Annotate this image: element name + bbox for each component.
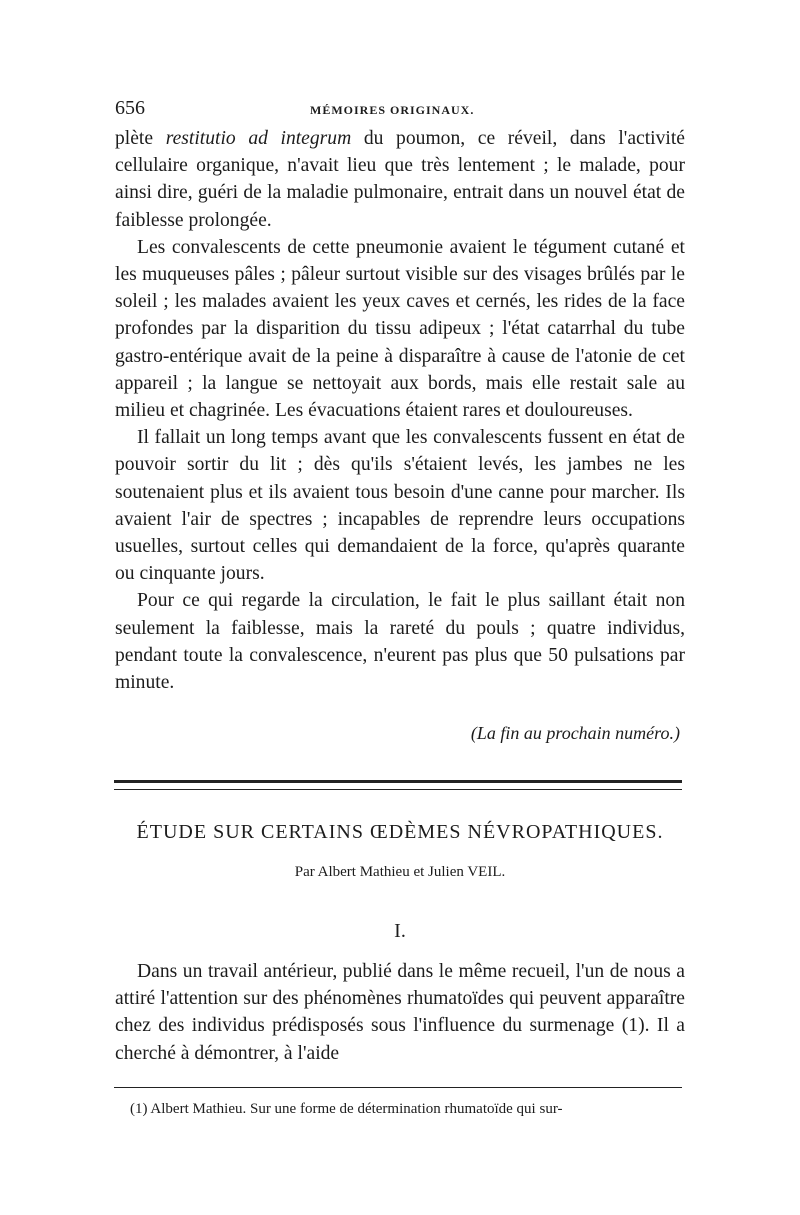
article-body — [115, 958, 685, 1067]
section-number: I. — [394, 920, 406, 942]
paragraph-text: plète — [115, 128, 166, 149]
page-number: 656 — [115, 97, 145, 119]
paragraph: Pour ce qui regarde la circulation, le fait le plus saillant était non seulement la faiblesse, mais la rareté du pouls ; quatre individus, pendant toute la convalescence, n'eurent pas plus que 50 pulsations par minute. — [115, 590, 685, 694]
footnote-rule — [114, 1087, 682, 1088]
paragraph: Il fallait un long temps avant que les convalescents fussent en état de pouvoir sortir du lit ; dès qu'ils s'étaient levés, les jambes ne les soutenaient plus et ils avaient tous besoin d'une canne pour marcher. Ils avaient l'air de spectres ; incapables de reprendre leurs occupations usuelles, surtout celles qui demandaient de la force, qu'après quarante ou cinquante jours. — [115, 427, 685, 585]
continuation-note: (La fin au prochain numéro.) — [470, 723, 680, 743]
paragraph: Les convalescents de cette pneumonie avaient le tégument cutané et les muqueuses pâles ; pâleur surtout visible sur des visages brûlés par le soleil ; les malades avaient les yeux caves et cernés, les rides de la face profondes par la disparition du tissu adipeux ; l'état catarrhal du tube gastro-entérique avait de la peine à disparaître à cause de l'atonie de cet appareil ; la langue se nettoyait aux bords, mais elle restait sale au milieu et chagrinée. Les évacuations étaient rares et douloureuses. — [115, 236, 685, 422]
footnote: (1) Albert Mathieu. Sur une forme de détermination rhumatoïde qui sur- — [130, 1101, 563, 1117]
paragraph: Dans un travail antérieur, publié dans le même recueil, l'un de nous a attiré l'attention sur des phénomènes rhumatoïdes qui peuvent apparaître chez des individus prédisposés sous l'influence du surmenage (1). Il a cherché à démontrer, à l'aide — [115, 961, 685, 1064]
article-title: ÉTUDE SUR CERTAINS ŒDÈMES NÉVROPATHIQUES. — [136, 821, 664, 843]
page-header — [115, 97, 685, 123]
previous-article-body — [115, 125, 685, 696]
section-divider — [114, 780, 682, 783]
running-head: MÉMOIRES ORIGINAUX. — [310, 103, 475, 117]
paragraph — [115, 125, 685, 234]
section-divider — [114, 789, 682, 790]
latin-phrase: restitutio ad integrum — [165, 128, 352, 149]
paragraph-text: du poumon, ce réveil, dans l'activité cellulaire organique, n'avait lieu que très lentement ; le malade, pour ainsi dire, guéri de la maladie pulmonaire, entrait dans un nouvel état de faiblesse prolongée. — [115, 128, 685, 231]
article-byline: Par Albert Mathieu et Julien VEIL. — [294, 864, 506, 880]
